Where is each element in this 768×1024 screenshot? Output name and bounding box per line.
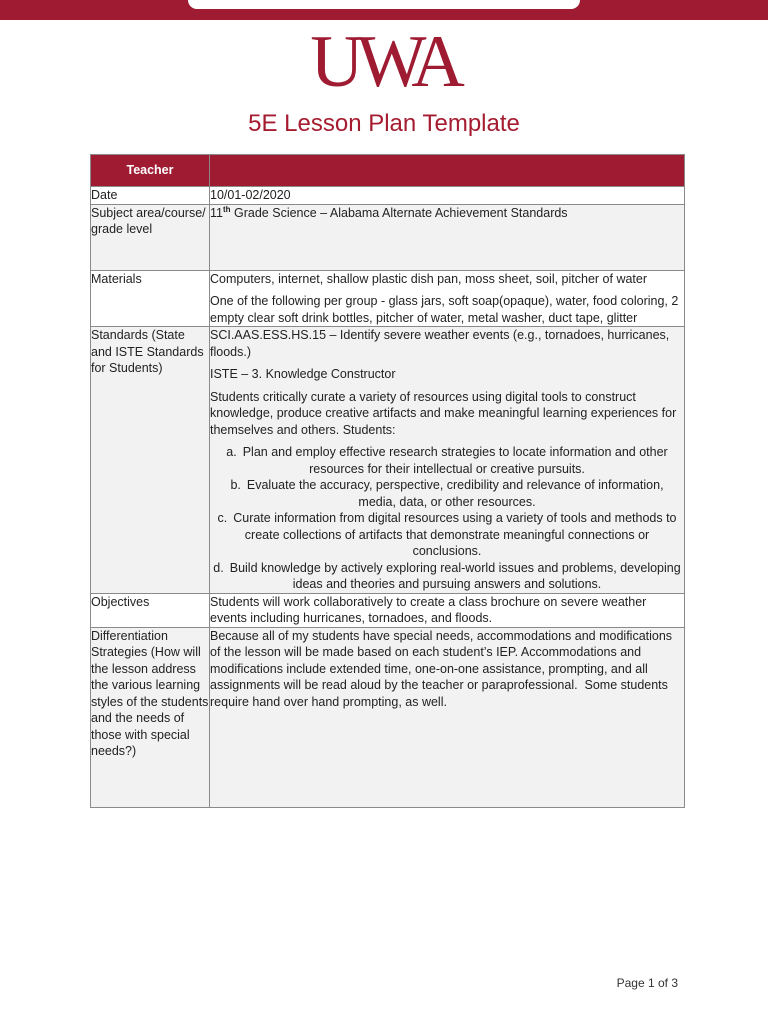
list-item-text: Curate information from digital resources using a variety of tools and methods to create collections of artifacts that demonstrate meaningful connections or conclusions. (233, 511, 677, 558)
list-marker: b. (230, 478, 241, 492)
list-marker: a. (226, 445, 237, 459)
standards-paragraph-2: ISTE – 3. Knowledge Constructor (210, 367, 396, 381)
list-item (210, 477, 684, 510)
materials-value (210, 270, 685, 327)
materials-paragraph-2: One of the following per group - glass jars, soft soap(opaque), water, food coloring, 2 empty clear soft drink bottles, pitcher of water, metal washer, duct tape, glitter (210, 294, 679, 325)
subject-row (91, 204, 685, 270)
materials-paragraph-1: Computers, internet, shallow plastic dish pan, moss sheet, soil, pitcher of water (210, 271, 648, 286)
list-item-text: Evaluate the accuracy, perspective, credibility and relevance of information, media, data, or other resources. (246, 478, 664, 509)
list-item (210, 560, 684, 593)
list-item-text: Plan and employ effective research strategies to locate information and other resources for their intellectual or creative pursuits. (242, 445, 668, 476)
subject-value (210, 204, 685, 270)
subject-value-text: Grade Science – Alabama Alternate Achievement Standards (230, 205, 568, 220)
list-marker: d. (213, 560, 224, 575)
differentiation-label: Differentiation Strategies (How will the lesson address the various learning styles of the students and the needs of those with special needs?) (91, 627, 210, 807)
standards-value (210, 327, 685, 594)
list-item-text: Build knowledge by actively exploring real-world issues and problems, developing ideas and theories and pursuing answers and solutions. (229, 560, 681, 591)
list-marker: c. (217, 511, 228, 525)
date-row (91, 187, 685, 205)
differentiation-value: Because all of my students have special needs, accommodations and modifications of the lesson will be made based on each student’s IEP. Accommodations and modifications include extended time, one-on-one assistance, prompting, and all assignments will be read aloud by the teacher or paraprofessional. Some students require hand over hand prompting, as well. (210, 627, 685, 807)
subject-label: Subject area/course/grade level (91, 204, 210, 270)
standards-paragraph-1: SCI.AAS.ESS.HS.15 – Identify severe weather events (e.g., tornadoes, hurricanes, floods.) (210, 328, 670, 359)
standards-list (210, 444, 684, 593)
objectives-label: Objectives (91, 593, 210, 627)
standards-paragraph-3: Students critically curate a variety of resources using digital tools to construct knowledge, produce creative artifacts and make meaningful learning experiences for themselves and others. Students: (210, 389, 677, 437)
uwa-logo: UWA (310, 21, 458, 103)
materials-row (91, 270, 685, 327)
teacher-label: Teacher (91, 155, 210, 187)
standards-label: Standards (State and ISTE Standards for Students) (91, 327, 210, 594)
header-tab (188, 0, 580, 9)
page-number: Page 1 of 3 (616, 976, 678, 990)
document-title: 5E Lesson Plan Template (248, 110, 520, 137)
subject-grade-suffix: th (222, 204, 231, 214)
objectives-value: Students will work collaboratively to create a class brochure on severe weather events including hurricanes, tornadoes, and floods. (210, 593, 685, 627)
lesson-plan-table (90, 154, 685, 808)
subject-grade-number: 11 (210, 205, 223, 220)
list-item (210, 510, 684, 560)
differentiation-row (91, 627, 685, 807)
objectives-row (91, 593, 685, 627)
list-item (210, 444, 684, 477)
teacher-row (91, 155, 685, 187)
date-label: Date (91, 187, 210, 205)
materials-label: Materials (91, 270, 210, 327)
date-value: 10/01-02/2020 (210, 187, 685, 205)
teacher-value (210, 155, 685, 187)
standards-row (91, 327, 685, 594)
